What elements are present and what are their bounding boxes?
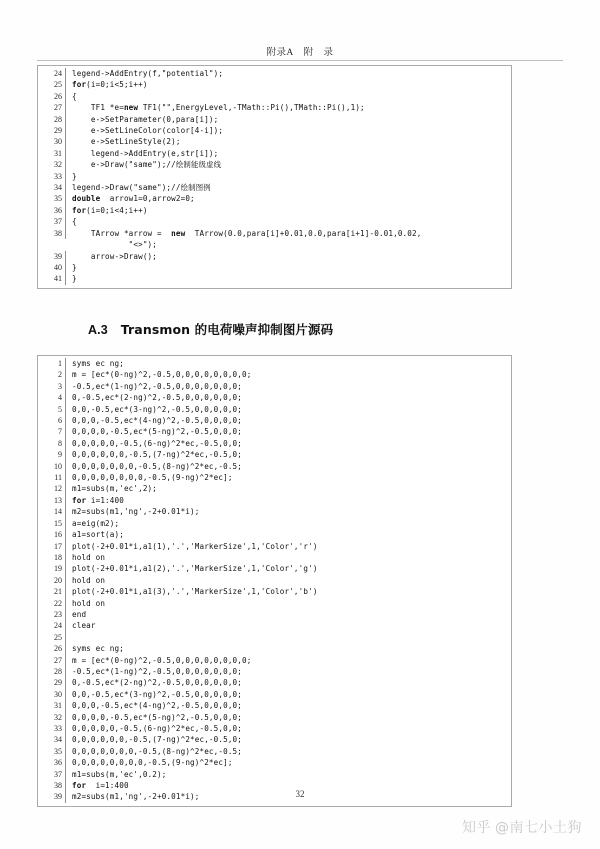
code-line: [38, 91, 511, 102]
code-line-text: 0,0,0,0,-0.5,ec*(5-ng)^2,-0.5,0,0,0;: [72, 427, 242, 437]
code-line: [38, 68, 511, 79]
running-header-appendix: 附录A: [266, 48, 294, 58]
code-line-text: plot(-2+0.01*i,a1(1),'.','MarkerSize',1,'Color','r'): [72, 541, 318, 551]
code-line-text: for i=1:400: [72, 781, 129, 791]
code-line-number: 10: [38, 461, 66, 472]
code-line-text: for(i=0;i<5;i++): [72, 80, 148, 90]
code-line-number: 36: [38, 205, 66, 216]
code-line-number: 41: [38, 273, 66, 284]
code-line-text: legend->AddEntry(f,"potential");: [72, 69, 224, 78]
code-line: [38, 518, 511, 529]
code-line: [38, 643, 511, 654]
code-line: [38, 216, 511, 227]
page-number: 32: [295, 789, 305, 799]
code-line-number: 13: [38, 495, 66, 506]
code-line-number: 32: [38, 712, 66, 723]
code-line-number: 24: [38, 68, 66, 79]
code-line-number: 17: [38, 541, 66, 552]
code-line: [38, 506, 511, 517]
code-line-text: TF1 *e=new TF1("",EnergyLevel,-TMath::Pi(),TMath::Pi(),1);: [72, 103, 365, 113]
code-listing-cpp-rows: [38, 66, 511, 288]
code-line-number: 3: [38, 381, 66, 392]
code-line-text: a=eig(m2);: [72, 518, 120, 528]
code-line-text: hold on: [72, 598, 106, 608]
code-line-text: 0,0,0,0,0,-0.5,(6-ng)^2*ec,-0.5,0,0;: [72, 438, 242, 448]
code-line-text: double arrow1=0,arrow2=0;: [72, 194, 195, 204]
code-line-text: 0,-0.5,ec*(2-ng)^2,-0.5,0,0,0,0,0,0;: [72, 393, 242, 403]
code-line-number: 27: [38, 102, 66, 113]
code-line: [38, 228, 511, 239]
code-line-text: -0.5,ec*(1-ng)^2,-0.5,0,0,0,0,0,0,0;: [72, 666, 242, 676]
code-line-text: 0,0,0,0,0,0,-0.5,(7-ng)^2*ec,-0.5,0;: [72, 735, 242, 745]
code-line-text: 0,0,0,0,0,-0.5,(6-ng)^2*ec,-0.5,0,0;: [72, 724, 242, 733]
code-line-number: 27: [38, 655, 66, 666]
code-line-number: 8: [38, 438, 66, 449]
code-line-number: 40: [38, 262, 66, 273]
code-line: [38, 102, 511, 113]
code-line-number: 23: [38, 609, 66, 620]
code-line: [38, 483, 511, 494]
code-line: [38, 609, 511, 620]
code-line-number: 6: [38, 415, 66, 426]
code-line-number: 21: [38, 586, 66, 597]
code-line-text: -0.5,ec*(1-ng)^2,-0.5,0,0,0,0,0,0,0;: [72, 381, 242, 391]
code-line-text: plot(-2+0.01*i,a1(3),'.','MarkerSize',1,'Color','b'): [72, 587, 318, 597]
code-line-number: 26: [38, 643, 66, 654]
code-line: [38, 700, 511, 711]
code-line: [38, 262, 511, 273]
section-title: Transmon 的电荷噪声抑制图片源码: [120, 322, 334, 337]
code-line: [38, 495, 511, 506]
code-line-text: 0,0,0,0,0,0,-0.5,(7-ng)^2*ec,-0.5,0;: [72, 450, 242, 460]
code-line-number: 28: [38, 666, 66, 677]
code-line-text: {: [72, 217, 77, 227]
code-line-number: 25: [38, 79, 66, 90]
code-line-text: TArrow *arrow = new TArrow(0.0,para[i]+0.01,0.0,para[i+1]-0.01,0.02,: [72, 228, 422, 238]
code-line-number: 34: [38, 734, 66, 745]
code-line: [38, 358, 511, 369]
code-line-number: 33: [38, 723, 66, 734]
code-line-number: 31: [38, 700, 66, 711]
code-line-text: "<>");: [72, 240, 157, 250]
code-line: [38, 655, 511, 666]
code-line-text: 0,0,0,-0.5,ec*(4-ng)^2,-0.5,0,0,0,0;: [72, 416, 242, 426]
code-line: [38, 746, 511, 757]
code-line-text: 0,0,-0.5,ec*(3-ng)^2,-0.5,0,0,0,0,0;: [72, 689, 242, 699]
code-line-text: for i=1:400: [72, 495, 124, 505]
code-line-number: 26: [38, 91, 66, 102]
section-heading: [88, 320, 333, 338]
code-line-number: 1: [38, 358, 66, 369]
code-line: [38, 148, 511, 159]
code-line-text: 0,0,0,0,-0.5,ec*(5-ng)^2,-0.5,0,0,0;: [72, 712, 242, 722]
code-line-text: hold on: [72, 575, 106, 585]
code-line-text: }: [72, 274, 77, 284]
watermark: [462, 817, 582, 837]
code-line-number: 39: [38, 791, 66, 802]
code-line-number: 31: [38, 148, 66, 159]
code-line: [38, 620, 511, 631]
code-line: [38, 632, 511, 643]
code-listing-matlab: [37, 355, 512, 807]
code-line-text: 0,0,0,0,0,0,0,0,-0.5,(9-ng)^2*ec];: [72, 758, 233, 768]
code-line-number: 9: [38, 449, 66, 460]
code-line: [38, 205, 511, 216]
code-line-text: 0,0,0,0,0,0,0,-0.5,(8-ng)^2*ec,-0.5;: [72, 746, 242, 756]
code-line-number: 4: [38, 392, 66, 403]
code-line-text: m1=subs(m,'ec',2);: [72, 484, 157, 494]
code-line-text: plot(-2+0.01*i,a1(2),'.','MarkerSize',1,'Color','g'): [72, 564, 318, 574]
code-line-text: legend->AddEntry(e,str[i]);: [72, 148, 219, 158]
code-line: [38, 79, 511, 90]
code-line-number: 35: [38, 746, 66, 757]
code-line-number: 18: [38, 552, 66, 563]
code-line: [38, 193, 511, 204]
code-line-text: clear: [72, 621, 96, 631]
code-line-text: e->SetParameter(0,para[i]);: [72, 114, 219, 124]
running-header: [60, 44, 540, 58]
code-line: [38, 125, 511, 136]
code-line: [38, 415, 511, 426]
code-line: [38, 426, 511, 437]
code-line-number: 32: [38, 159, 66, 170]
code-line-text: syms ec ng;: [72, 644, 124, 654]
code-line-number: 5: [38, 404, 66, 415]
code-line: [38, 449, 511, 460]
code-line: [38, 239, 511, 250]
code-line: [38, 369, 511, 380]
code-line-text: arrow->Draw();: [72, 251, 157, 261]
code-line: [38, 182, 511, 193]
code-line: [38, 541, 511, 552]
code-line-text: e->SetLineStyle(2);: [72, 137, 181, 147]
code-line: [38, 734, 511, 745]
code-line-text: }: [72, 171, 77, 181]
code-line-text: e->SetLineColor(color[4-i]);: [72, 126, 224, 136]
code-line-number: 2: [38, 369, 66, 380]
code-line: [38, 598, 511, 609]
code-line-text: 0,0,0,-0.5,ec*(4-ng)^2,-0.5,0,0,0,0;: [72, 701, 242, 711]
code-line-number: 37: [38, 216, 66, 227]
code-line-text: 0,-0.5,ec*(2-ng)^2,-0.5,0,0,0,0,0,0;: [72, 678, 242, 688]
code-line-number: 11: [38, 472, 66, 483]
code-listing-cpp: [37, 65, 512, 289]
code-line: [38, 689, 511, 700]
code-line: [38, 461, 511, 472]
running-header-title: 附 录: [303, 48, 334, 58]
code-line-number: 29: [38, 125, 66, 136]
section-number: A.3: [88, 323, 108, 337]
header-divider: [37, 60, 563, 61]
code-line: [38, 723, 511, 734]
code-line-text: m = [ec*(0-ng)^2,-0.5,0,0,0,0,0,0,0,0;: [72, 370, 252, 380]
code-line: [38, 404, 511, 415]
code-line-text: {: [72, 91, 77, 101]
code-line-text: 0,0,0,0,0,0,0,0,-0.5,(9-ng)^2*ec];: [72, 473, 233, 483]
code-line: [38, 666, 511, 677]
code-line-number: 37: [38, 769, 66, 780]
code-line-text: 0,0,0,0,0,0,0,-0.5,(8-ng)^2*ec,-0.5;: [72, 461, 242, 471]
code-line-number: 30: [38, 136, 66, 147]
code-line-number: 39: [38, 251, 66, 262]
code-line-number: 36: [38, 757, 66, 768]
code-line: [38, 381, 511, 392]
code-line-number: 34: [38, 182, 66, 193]
code-line-number: 24: [38, 620, 66, 631]
code-line-text: m = [ec*(0-ng)^2,-0.5,0,0,0,0,0,0,0,0;: [72, 655, 252, 665]
code-line-number: 25: [38, 632, 66, 643]
code-line-number: 29: [38, 677, 66, 688]
code-line-number: 14: [38, 506, 66, 517]
code-line: [38, 114, 511, 125]
code-line-text: m2=subs(m1,'ng',-2+0.01*i);: [72, 507, 200, 517]
code-line-number: 15: [38, 518, 66, 529]
code-line: [38, 529, 511, 540]
code-line: [38, 438, 511, 449]
code-line: [38, 136, 511, 147]
watermark-logo: 知乎: [462, 820, 491, 836]
code-listing-matlab-rows: [38, 356, 511, 806]
code-line: [38, 552, 511, 563]
code-line-number: 35: [38, 193, 66, 204]
code-line-text: for(i=0;i<4;i++): [72, 205, 148, 215]
code-line-number: 12: [38, 483, 66, 494]
watermark-handle: @南七小土狗: [495, 820, 582, 836]
code-line-number: 20: [38, 575, 66, 586]
code-line: [38, 677, 511, 688]
code-line-text: a1=sort(a);: [72, 530, 124, 540]
code-line: [38, 472, 511, 483]
code-line-number: 38: [38, 780, 66, 791]
code-line-text: legend->Draw("same");//绘制图例: [72, 183, 211, 193]
code-line-number: 19: [38, 563, 66, 574]
code-line-text: 0,0,-0.5,ec*(3-ng)^2,-0.5,0,0,0,0,0;: [72, 404, 242, 414]
code-line: [38, 586, 511, 597]
code-line: [38, 251, 511, 262]
code-line-number: 7: [38, 426, 66, 437]
code-line: [38, 159, 511, 170]
code-line-number: 22: [38, 598, 66, 609]
code-line: [38, 392, 511, 403]
code-line-text: m1=subs(m,'ec',0.2);: [72, 769, 167, 779]
code-line-text: }: [72, 262, 77, 272]
code-line-text: e->Draw("same");//绘制能级虚线: [72, 160, 222, 170]
code-line-number: 33: [38, 171, 66, 182]
code-line-number: 16: [38, 529, 66, 540]
code-line: [38, 757, 511, 768]
code-line: [38, 273, 511, 284]
code-line: [38, 563, 511, 574]
code-line-text: end: [72, 609, 87, 619]
code-line-number: 38: [38, 228, 66, 239]
code-line-number: 30: [38, 689, 66, 700]
code-line: [38, 769, 511, 780]
code-line-text: syms ec ng;: [72, 359, 124, 368]
code-line: [38, 575, 511, 586]
code-line: [38, 712, 511, 723]
code-line-text: hold on: [72, 552, 106, 562]
code-line-text: m2=subs(m1,'ng',-2+0.01*i);: [72, 792, 200, 802]
code-line: [38, 171, 511, 182]
code-line-number: 28: [38, 114, 66, 125]
